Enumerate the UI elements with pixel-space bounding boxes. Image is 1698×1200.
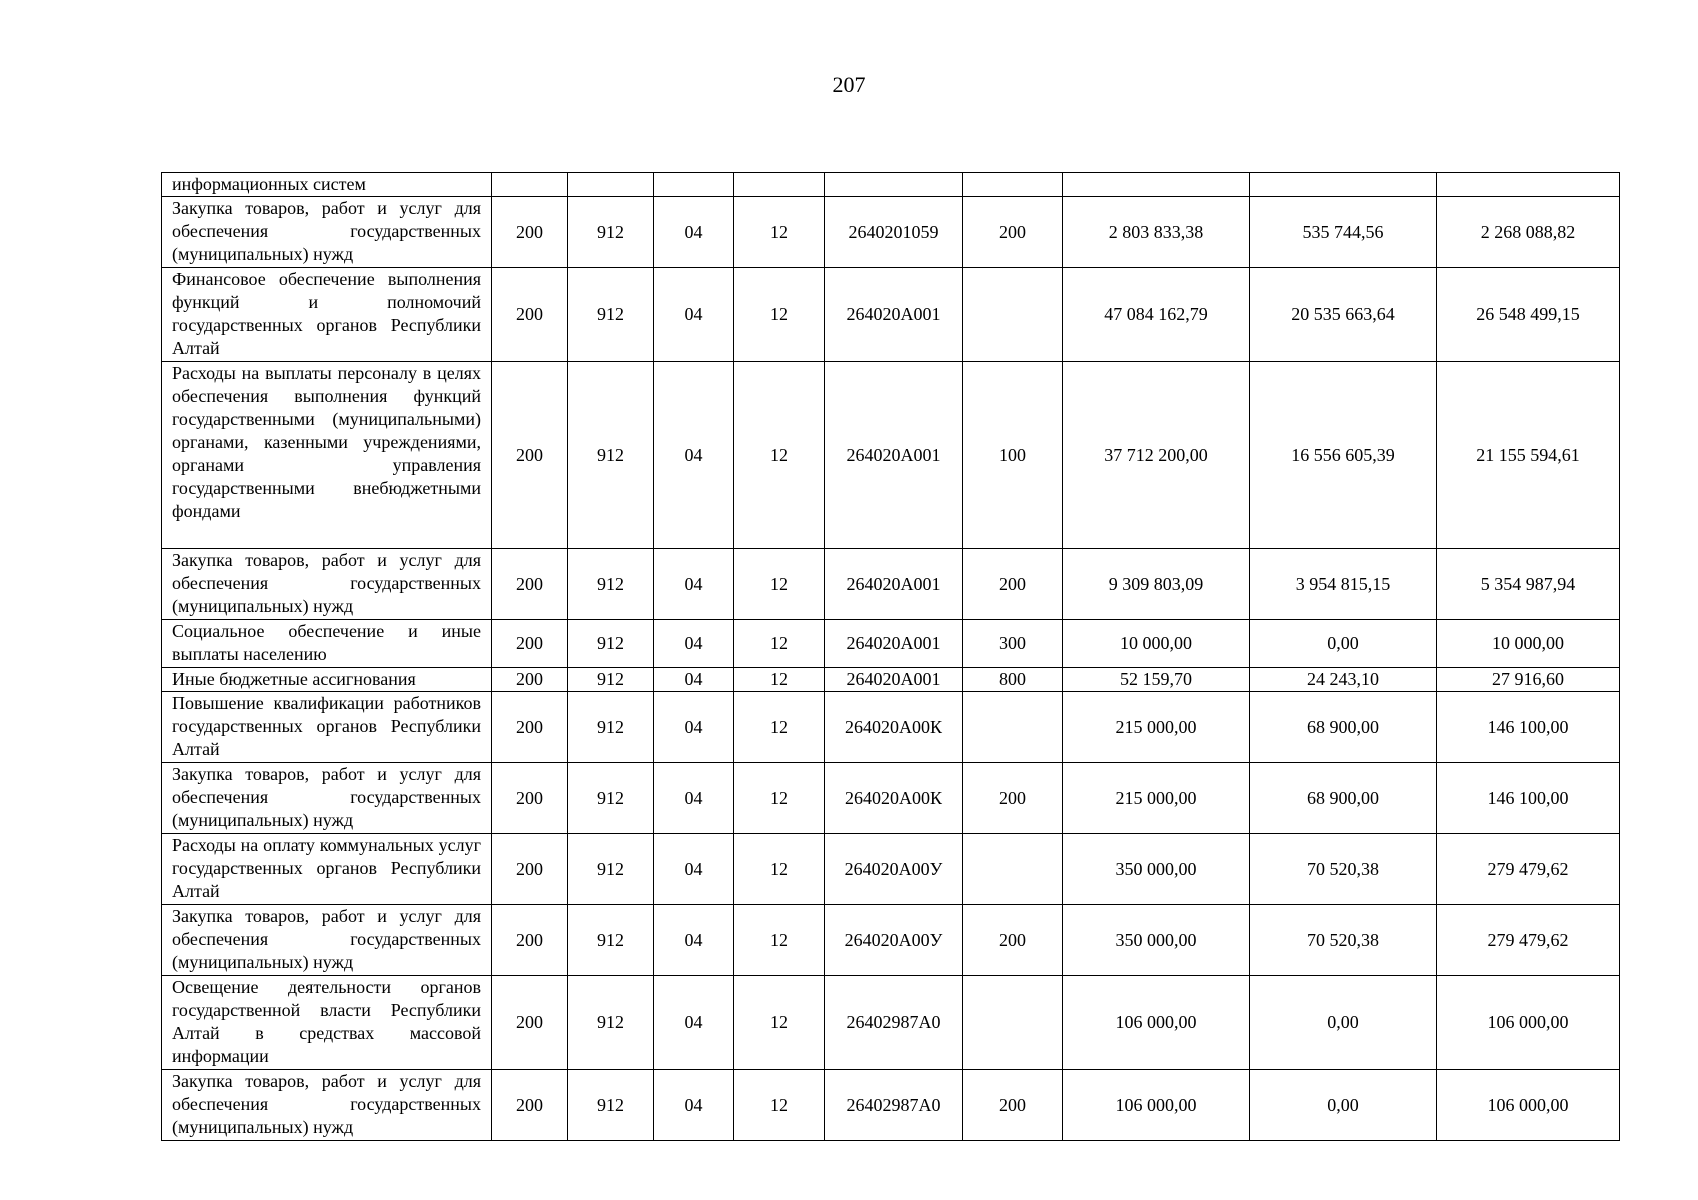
table-row — [162, 362, 1620, 549]
cell-remaining: 106 000,00 — [1437, 976, 1620, 1070]
cell-plan: 2 803 833,38 — [1063, 197, 1250, 268]
cell-subsection: 12 — [734, 763, 825, 834]
cell-target-article: 264020А001 — [825, 620, 963, 668]
cell-section: 04 — [654, 362, 734, 549]
cell-section: 04 — [654, 1070, 734, 1141]
cell-target-article: 264020А001 — [825, 268, 963, 362]
cell-executed: 0,00 — [1250, 620, 1437, 668]
budget-table — [161, 172, 1620, 1141]
cell-subsection: 12 — [734, 976, 825, 1070]
cell-department: 912 — [568, 268, 654, 362]
cell-admin-code: 200 — [492, 668, 568, 692]
cell-admin-code: 200 — [492, 197, 568, 268]
table-row — [162, 268, 1620, 362]
cell-expense-type: 200 — [963, 197, 1063, 268]
cell-admin-code: 200 — [492, 905, 568, 976]
cell-plan: 350 000,00 — [1063, 905, 1250, 976]
row-name: Социальное обеспечение и иные выплаты населению — [162, 620, 492, 668]
cell-executed: 0,00 — [1250, 1070, 1437, 1141]
cell-department: 912 — [568, 834, 654, 905]
cell-plan: 9 309 803,09 — [1063, 549, 1250, 620]
table-row — [162, 976, 1620, 1070]
cell-expense-type — [963, 692, 1063, 763]
cell-remaining: 146 100,00 — [1437, 763, 1620, 834]
cell-executed: 16 556 605,39 — [1250, 362, 1437, 549]
cell-target-article: 264020А001 — [825, 549, 963, 620]
cell-plan: 47 084 162,79 — [1063, 268, 1250, 362]
cell-remaining: 27 916,60 — [1437, 668, 1620, 692]
cell-remaining: 279 479,62 — [1437, 905, 1620, 976]
cell-remaining: 26 548 499,15 — [1437, 268, 1620, 362]
cell-admin-code: 200 — [492, 763, 568, 834]
cell-section: 04 — [654, 268, 734, 362]
cell-remaining: 279 479,62 — [1437, 834, 1620, 905]
cell-subsection: 12 — [734, 834, 825, 905]
cell-department: 912 — [568, 976, 654, 1070]
cell-executed: 535 744,56 — [1250, 197, 1437, 268]
cell-department: 912 — [568, 1070, 654, 1141]
row-name: Иные бюджетные ассигнования — [162, 668, 492, 692]
table-row — [162, 905, 1620, 976]
row-name: Закупка товаров, работ и услуг для обеспечения государственных (муниципальных) нужд — [162, 905, 492, 976]
cell-remaining: 106 000,00 — [1437, 1070, 1620, 1141]
cell-expense-type — [963, 976, 1063, 1070]
row-name: Повышение квалификации работников государственных органов Республики Алтай — [162, 692, 492, 763]
cell-plan: 37 712 200,00 — [1063, 362, 1250, 549]
table-row — [162, 1070, 1620, 1141]
cell-executed: 70 520,38 — [1250, 834, 1437, 905]
cell-target-article: 264020А001 — [825, 668, 963, 692]
cell-remaining: 21 155 594,61 — [1437, 362, 1620, 549]
cell-target-article: 264020А00У — [825, 834, 963, 905]
cell-department: 912 — [568, 763, 654, 834]
cell-section: 04 — [654, 976, 734, 1070]
cell-section: 04 — [654, 620, 734, 668]
row-name: информационных систем — [162, 173, 492, 197]
cell-target-article: 2640201059 — [825, 197, 963, 268]
row-name: Закупка товаров, работ и услуг для обеспечения государственных (муниципальных) нужд — [162, 1070, 492, 1141]
cell-department: 912 — [568, 549, 654, 620]
row-name: Финансовое обеспечение выполнения функций и полномочий государственных органов Республики Алтай — [162, 268, 492, 362]
cell-plan — [1063, 173, 1250, 197]
cell-executed: 0,00 — [1250, 976, 1437, 1070]
cell-executed: 3 954 815,15 — [1250, 549, 1437, 620]
cell-subsection: 12 — [734, 549, 825, 620]
cell-remaining: 2 268 088,82 — [1437, 197, 1620, 268]
cell-subsection: 12 — [734, 268, 825, 362]
cell-plan: 215 000,00 — [1063, 763, 1250, 834]
cell-expense-type: 200 — [963, 905, 1063, 976]
cell-section: 04 — [654, 905, 734, 976]
cell-admin-code: 200 — [492, 362, 568, 549]
cell-executed: 20 535 663,64 — [1250, 268, 1437, 362]
cell-executed: 68 900,00 — [1250, 692, 1437, 763]
cell-executed: 24 243,10 — [1250, 668, 1437, 692]
cell-department: 912 — [568, 362, 654, 549]
cell-department: 912 — [568, 668, 654, 692]
cell-admin-code: 200 — [492, 976, 568, 1070]
table-row — [162, 763, 1620, 834]
cell-section — [654, 173, 734, 197]
cell-expense-type: 100 — [963, 362, 1063, 549]
cell-admin-code: 200 — [492, 268, 568, 362]
cell-target-article — [825, 173, 963, 197]
row-name: Расходы на выплаты персоналу в целях обеспечения выполнения функций государственными (муниципальными) органами, казенными учреждениями, органами управления государственными внебюджетными фондами — [162, 362, 492, 549]
table-row — [162, 173, 1620, 197]
cell-subsection: 12 — [734, 905, 825, 976]
cell-target-article: 264020А001 — [825, 362, 963, 549]
cell-subsection: 12 — [734, 692, 825, 763]
cell-section: 04 — [654, 692, 734, 763]
cell-expense-type: 200 — [963, 549, 1063, 620]
cell-department — [568, 173, 654, 197]
cell-department: 912 — [568, 620, 654, 668]
cell-subsection: 12 — [734, 620, 825, 668]
table-row — [162, 692, 1620, 763]
cell-section: 04 — [654, 763, 734, 834]
table-row — [162, 197, 1620, 268]
cell-department: 912 — [568, 905, 654, 976]
cell-target-article: 264020А00К — [825, 692, 963, 763]
cell-section: 04 — [654, 668, 734, 692]
cell-admin-code: 200 — [492, 1070, 568, 1141]
cell-section: 04 — [654, 834, 734, 905]
cell-subsection: 12 — [734, 362, 825, 549]
cell-executed: 70 520,38 — [1250, 905, 1437, 976]
page-number: 207 — [832, 72, 866, 97]
row-name: Расходы на оплату коммунальных услуг государственных органов Республики Алтай — [162, 834, 492, 905]
cell-plan: 350 000,00 — [1063, 834, 1250, 905]
cell-section: 04 — [654, 197, 734, 268]
cell-plan: 215 000,00 — [1063, 692, 1250, 763]
cell-remaining: 5 354 987,94 — [1437, 549, 1620, 620]
table-row — [162, 549, 1620, 620]
cell-expense-type: 800 — [963, 668, 1063, 692]
cell-executed: 68 900,00 — [1250, 763, 1437, 834]
cell-subsection: 12 — [734, 1070, 825, 1141]
cell-remaining: 146 100,00 — [1437, 692, 1620, 763]
cell-plan: 52 159,70 — [1063, 668, 1250, 692]
cell-plan: 10 000,00 — [1063, 620, 1250, 668]
cell-expense-type: 300 — [963, 620, 1063, 668]
cell-subsection: 12 — [734, 668, 825, 692]
cell-expense-type: 200 — [963, 1070, 1063, 1141]
cell-remaining — [1437, 173, 1620, 197]
cell-expense-type — [963, 173, 1063, 197]
table-row — [162, 668, 1620, 692]
cell-admin-code: 200 — [492, 834, 568, 905]
cell-plan: 106 000,00 — [1063, 976, 1250, 1070]
cell-target-article: 264020А00У — [825, 905, 963, 976]
cell-admin-code: 200 — [492, 692, 568, 763]
table-row — [162, 834, 1620, 905]
row-name: Закупка товаров, работ и услуг для обеспечения государственных (муниципальных) нужд — [162, 763, 492, 834]
table-body — [162, 173, 1620, 1141]
cell-section: 04 — [654, 549, 734, 620]
cell-expense-type — [963, 268, 1063, 362]
cell-target-article: 26402987А0 — [825, 1070, 963, 1141]
cell-subsection — [734, 173, 825, 197]
cell-target-article: 264020А00К — [825, 763, 963, 834]
row-name: Закупка товаров, работ и услуг для обеспечения государственных (муниципальных) нужд — [162, 197, 492, 268]
cell-target-article: 26402987А0 — [825, 976, 963, 1070]
cell-executed — [1250, 173, 1437, 197]
cell-admin-code: 200 — [492, 549, 568, 620]
cell-expense-type — [963, 834, 1063, 905]
cell-department: 912 — [568, 692, 654, 763]
cell-admin-code — [492, 173, 568, 197]
cell-expense-type: 200 — [963, 763, 1063, 834]
table-row — [162, 620, 1620, 668]
cell-subsection: 12 — [734, 197, 825, 268]
cell-admin-code: 200 — [492, 620, 568, 668]
row-name: Освещение деятельности органов государственной власти Республики Алтай в средствах массовой информации — [162, 976, 492, 1070]
cell-plan: 106 000,00 — [1063, 1070, 1250, 1141]
cell-remaining: 10 000,00 — [1437, 620, 1620, 668]
row-name: Закупка товаров, работ и услуг для обеспечения государственных (муниципальных) нужд — [162, 549, 492, 620]
cell-department: 912 — [568, 197, 654, 268]
